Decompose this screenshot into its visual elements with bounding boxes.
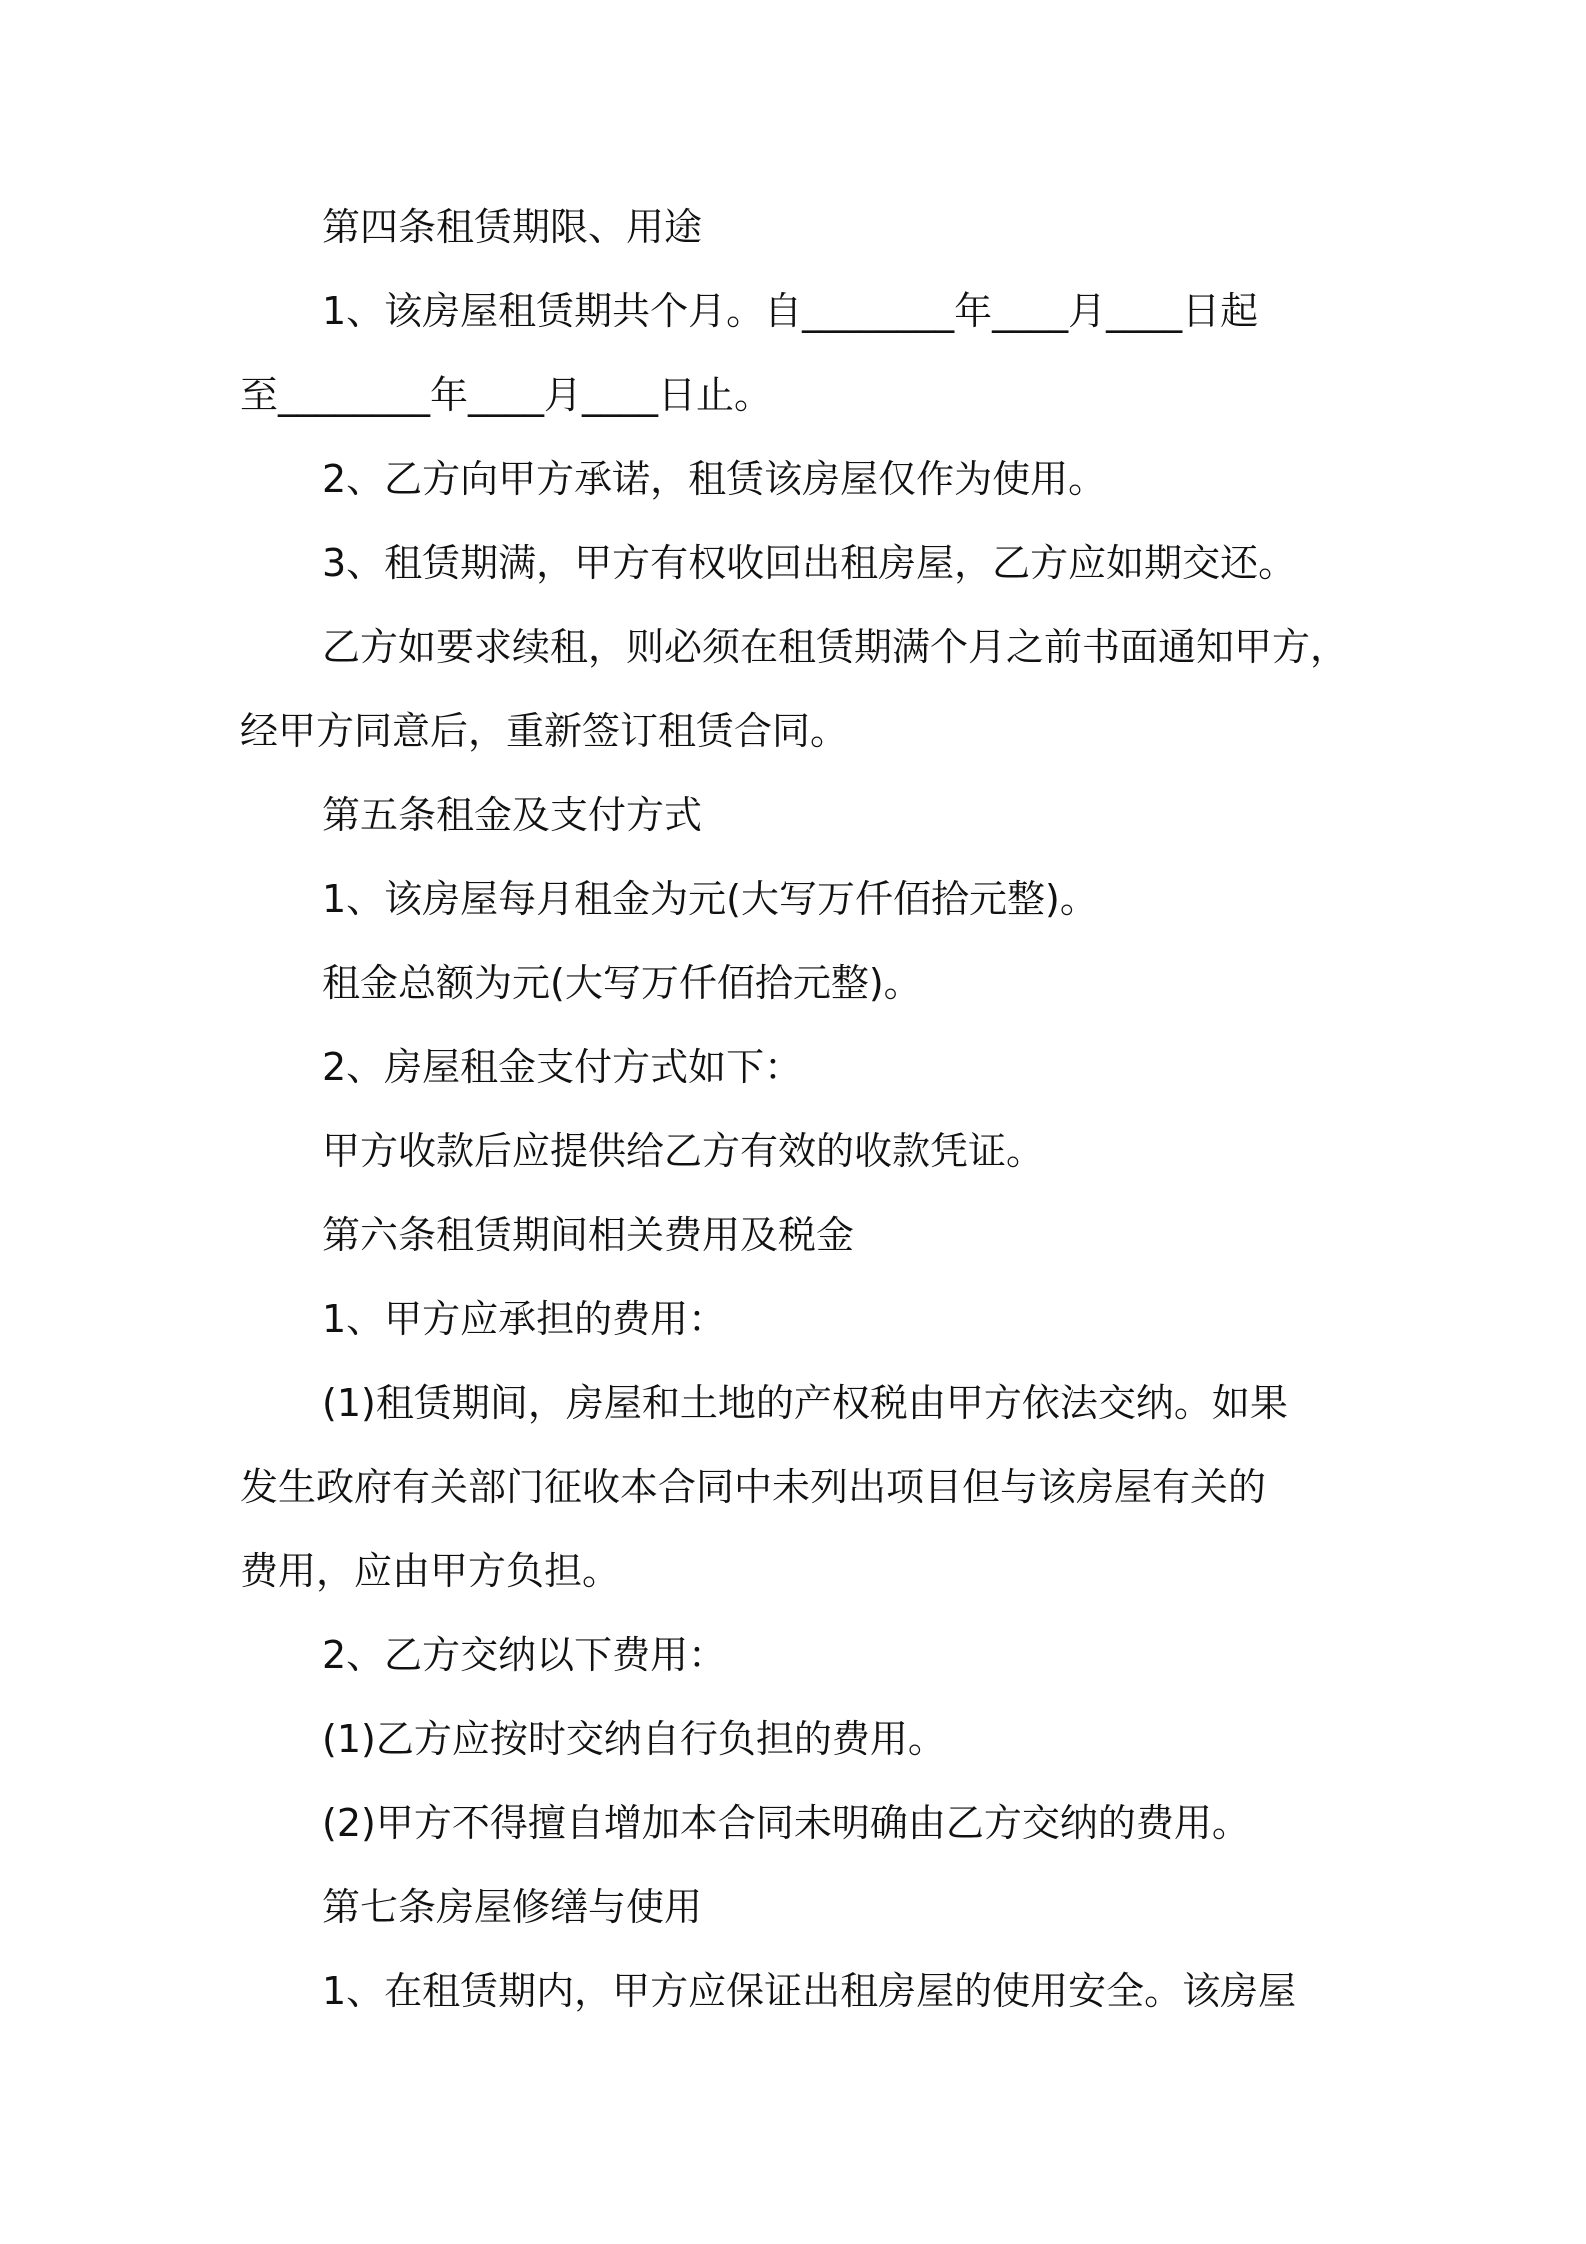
clause-6-2: 2、乙方交纳以下费用： [322,1633,727,1677]
clause-5-2-receipt: 甲方收款后应提供给乙方有效的收款凭证。 [322,1129,1045,1173]
clause-4-1-line-1: 1、该房屋租赁期共个月。自________年____月____日起 [322,289,1259,333]
clause-6-2-2: (2)甲方不得擅自增加本合同未明确由乙方交纳的费用。 [322,1801,1250,1845]
clause-5-1: 1、该房屋每月租金为元(大写万仟佰拾元整)。 [322,877,1098,921]
clause-7-1-line-1: 1、在租赁期内，甲方应保证出租房屋的使用安全。该房屋 [322,1969,1297,2013]
article-4-heading: 第四条租赁期限、用途 [322,205,703,249]
clause-6-1: 1、甲方应承担的费用： [322,1297,727,1341]
clause-5-1-total: 租金总额为元(大写万仟佰拾元整)。 [322,961,922,1005]
clause-5-2: 2、房屋租金支付方式如下： [322,1045,803,1089]
clause-6-1-1-line-1: (1)租赁期间，房屋和土地的产权税由甲方依法交纳。如果 [322,1381,1288,1425]
article-5-heading: 第五条租金及支付方式 [322,793,703,837]
clause-4-3-renewal-line-1: 乙方如要求续租，则必须在租赁期满个月之前书面通知甲方， [322,625,1349,669]
clause-6-1-1-line-3: 费用，应由甲方负担。 [240,1549,621,1593]
clause-6-2-1: (1)乙方应按时交纳自行负担的费用。 [322,1717,946,1761]
clause-4-2: 2、乙方向甲方承诺，租赁该房屋仅作为使用。 [322,457,1107,501]
clause-4-1-line-2: 至________年____月____日止。 [240,373,773,417]
article-6-heading: 第六条租赁期间相关费用及税金 [322,1213,855,1257]
clause-6-1-1-line-2: 发生政府有关部门征收本合同中未列出项目但与该房屋有关的 [240,1465,1267,1509]
clause-4-3-renewal-line-2: 经甲方同意后，重新签订租赁合同。 [240,709,849,753]
article-7-heading: 第七条房屋修缮与使用 [322,1885,703,1929]
clause-4-3: 3、租赁期满，甲方有权收回出租房屋，乙方应如期交还。 [322,541,1297,585]
